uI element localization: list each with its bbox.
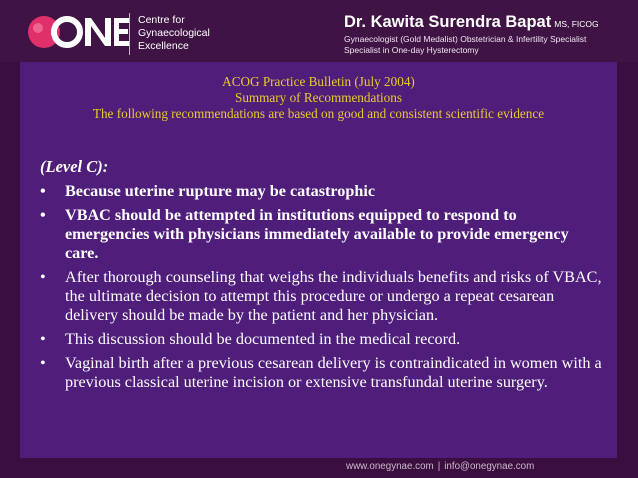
title-line: ACOG Practice Bulletin (July 2004) [222, 74, 415, 89]
footer-separator: | [437, 461, 441, 472]
bullet-icon: • [40, 206, 46, 224]
centre-line: Gynaecological [138, 27, 210, 39]
list-item [40, 268, 605, 325]
doctor-name-row [344, 12, 634, 34]
bullet-icon: • [40, 268, 46, 286]
list-item [40, 330, 605, 349]
doctor-name: Dr. Kawita Surendra Bapat [344, 13, 552, 31]
bullet-text: VBAC should be attempted in institutions equipped to respond to emergencies with physicians immediately available to provide emergency care. [65, 206, 569, 262]
bullet-text: This discussion should be documented in the medical record. [65, 330, 461, 348]
bullet-icon: • [40, 354, 46, 372]
title-line: Summary of Recommendations [234, 90, 402, 105]
slide-title [20, 74, 617, 122]
bullet-icon: • [40, 182, 46, 200]
header-bar [0, 0, 638, 62]
centre-line: Centre for [138, 14, 185, 26]
list-item [40, 206, 605, 263]
bullet-list [40, 182, 605, 397]
doctor-credentials: MS, FICOG [554, 19, 599, 29]
bullet-text: After thorough counseling that weighs the individuals benefits and risks of VBAC, the ultimate decision to attempt this procedure or undergo a repeat cesarean delivery should be made by the patient and her physician. [65, 268, 602, 324]
evidence-level: (Level C): [40, 157, 109, 176]
centre-line: Excellence [138, 40, 189, 52]
title-line: The following recommendations are based on good and consistent scientific evidence [92, 106, 545, 121]
list-item [40, 182, 605, 201]
doctor-specialty: Specialist in One-day Hysterectomy [344, 45, 479, 55]
footer-contact [346, 461, 534, 472]
centre-name [138, 14, 258, 53]
list-item [40, 354, 605, 392]
logo-divider [129, 13, 130, 55]
doctor-specialty: Gynaecologist (Gold Medalist) Obstetrician & Infertility Specialist [344, 34, 587, 44]
bullet-text: Because uterine rupture may be catastrophic [65, 182, 376, 200]
doctor-info [344, 12, 634, 56]
bullet-text: Vaginal birth after a previous cesarean delivery is contraindicated in women with a previous classical uterine incision or extensive transfundal uterine surgery. [65, 354, 602, 391]
email-link[interactable]: info@onegynae.com [444, 461, 535, 472]
one-logo [24, 10, 129, 54]
bullet-icon: • [40, 330, 46, 348]
website-link[interactable]: www.onegynae.com [346, 461, 434, 472]
